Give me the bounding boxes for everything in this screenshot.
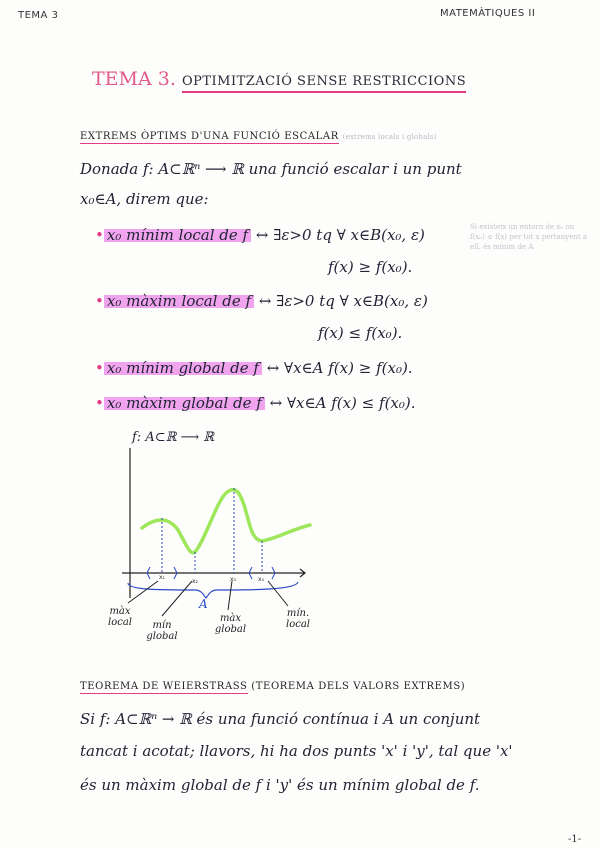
- page-number: -1-: [568, 834, 582, 845]
- title-tema: TEMA 3.: [92, 68, 176, 90]
- intro-line-1: Donada f: A⊂ℝⁿ ⟶ ℝ una funció escalar i un punt: [80, 160, 462, 178]
- title-subject: OPTIMITZACIÓ SENSE RESTRICCIONS: [182, 74, 466, 93]
- def-max-global: [95, 394, 416, 412]
- def-condition: ↔ ∃ε>0 tq ∀ x∈B(x₀, ε): [258, 292, 428, 310]
- arrow-min-local: [268, 581, 288, 606]
- intro-line-2: x₀∈A, direm que:: [80, 190, 209, 208]
- bullet-dot: •: [95, 226, 104, 244]
- def-max-local: [95, 292, 428, 310]
- def-condition: ↔ ∃ε>0 tq ∀ x∈B(x₀, ε): [255, 226, 425, 244]
- theorem-line-2: tancat i acotat; llavors, hi ha dos punts 'x' i 'y', tal que 'x': [80, 742, 513, 760]
- arrow-max-local: [128, 581, 158, 603]
- def-term: x₀ màxim local de f: [104, 292, 254, 310]
- def-min-local-ineq: f(x) ≥ f(x₀).: [328, 258, 413, 276]
- def-condition: ↔ ∀x∈A f(x) ≤ f(x₀).: [269, 394, 416, 412]
- annotation-min-local: mín. local: [286, 608, 310, 630]
- section1-heading-text: EXTREMS ÒPTIMS D'UNA FUNCIÓ ESCALAR: [80, 131, 339, 142]
- header-right: MATEMÀTIQUES II: [440, 8, 536, 19]
- point-label-x1: x₁: [159, 574, 165, 581]
- arrow-max-global: [228, 581, 232, 610]
- header-left: TEMA 3: [18, 10, 59, 21]
- bullet-dot: •: [95, 394, 104, 412]
- def-max-local-ineq: f(x) ≤ f(x₀).: [318, 324, 403, 342]
- def-min-local: [95, 226, 425, 244]
- section2-heading: [80, 681, 465, 692]
- domain-label: A: [199, 597, 208, 611]
- annotation-min-global: mín global: [146, 620, 178, 642]
- section1-heading: [80, 131, 437, 142]
- bullet-dot: •: [95, 359, 104, 377]
- function-curve: [142, 490, 310, 553]
- annotation-max-global: màx global: [214, 613, 247, 635]
- point-label-x2: x₂: [192, 578, 198, 585]
- def-term: x₀ màxim global de f: [104, 394, 265, 412]
- point-label-x3: x₃: [230, 576, 236, 583]
- def-term: x₀ mínim global de f: [104, 359, 262, 377]
- section1-aside: (extrems locals i globals): [342, 133, 437, 141]
- page-title: [92, 68, 466, 90]
- graph-function-label: f: A⊂ℝ ⟶ ℝ: [132, 430, 215, 445]
- section2-heading-text: TEOREMA DE WEIERSTRASS: [80, 681, 248, 692]
- def-min-global: [95, 359, 413, 377]
- section2-aside: (TEOREMA DELS VALORS EXTREMS): [251, 681, 466, 692]
- theorem-line-3: és un màxim global de f i 'y' és un mínim global de f.: [80, 776, 480, 794]
- point-label-x4: x₄: [258, 576, 264, 583]
- annotation-max-local: màx local: [108, 606, 132, 628]
- bullet-dot: •: [95, 292, 104, 310]
- theorem-line-1: Si f: A⊂ℝⁿ → ℝ és una funció contínua i A un conjunt: [80, 710, 481, 728]
- arrow-min-global: [162, 581, 192, 616]
- side-note: Si existeix un entorn de x₀ on f(x₀) ≤ f(x) per tot x pertanyent a ell, és mínim de A: [470, 223, 588, 251]
- def-condition: ↔ ∀x∈A f(x) ≥ f(x₀).: [266, 359, 413, 377]
- def-term: x₀ mínim local de f: [104, 226, 251, 244]
